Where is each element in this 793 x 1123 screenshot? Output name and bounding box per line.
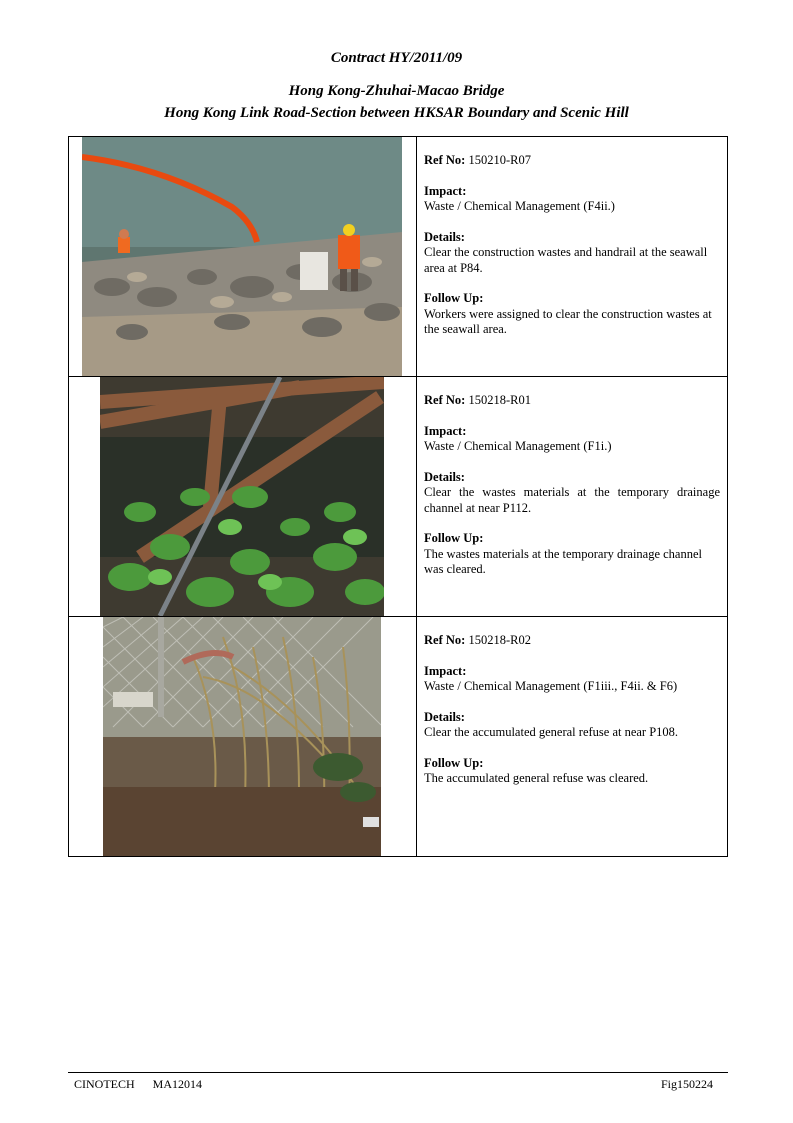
ref-no-field — [424, 633, 720, 649]
seawall-photo — [82, 137, 402, 376]
impact-field — [424, 424, 720, 455]
impact-field — [424, 184, 720, 215]
record-details — [417, 377, 728, 617]
footer-divider — [68, 1072, 728, 1073]
follow-up-value: The wastes materials at the temporary drainage channel was cleared. — [424, 546, 703, 576]
follow-up-field — [424, 756, 720, 787]
impact-field — [424, 664, 720, 695]
footer-company: CINOTECH — [74, 1077, 135, 1091]
follow-up-value: Workers were assigned to clear the construction wastes at the seawall area. — [424, 306, 712, 336]
photo-cell — [69, 377, 417, 617]
photo-cell — [69, 137, 417, 377]
follow-up-label: Follow Up: — [424, 755, 484, 770]
impact-label: Impact: — [424, 663, 467, 678]
follow-up-field — [424, 291, 720, 338]
ref-no-value: 150218-R01 — [468, 393, 531, 407]
ref-no-value: 150218-R02 — [468, 633, 531, 647]
records-table — [68, 136, 728, 857]
table-row — [69, 617, 728, 857]
photo-cell — [69, 617, 417, 857]
details-label: Details: — [424, 229, 465, 244]
footer-figure: Fig150224 — [660, 1077, 713, 1091]
document-header — [0, 50, 793, 122]
details-label: Details: — [424, 709, 465, 724]
footer-report: MA12014 — [152, 1077, 203, 1091]
record-details — [417, 137, 728, 377]
footer-left — [74, 1077, 202, 1092]
follow-up-field — [424, 531, 720, 578]
record-details — [417, 617, 728, 857]
contract-title: Contract HY/2011/09 — [330, 50, 463, 66]
details-value: Clear the construction wastes and handrail at the seawall area at P84. — [424, 245, 708, 275]
impact-value: Waste / Chemical Management (F1i.) — [424, 439, 612, 453]
ref-no-label: Ref No: — [424, 633, 466, 647]
ref-no-value: 150210-R07 — [468, 153, 531, 167]
impact-label: Impact: — [424, 423, 467, 438]
details-field — [424, 470, 720, 517]
details-field — [424, 230, 720, 277]
drainage-channel-photo — [100, 377, 384, 616]
ref-no-field — [424, 393, 720, 409]
table-row — [69, 377, 728, 617]
table-row — [69, 137, 728, 377]
impact-value: Waste / Chemical Management (F4ii.) — [424, 199, 615, 213]
ref-no-field — [424, 153, 720, 169]
details-value: Clear the wastes materials at the temporary drainage channel at near P112. — [424, 485, 720, 515]
follow-up-value: The accumulated general refuse was cleared. — [424, 771, 649, 785]
project-title: Hong Kong-Zhuhai-Macao Bridge — [288, 83, 505, 99]
details-label: Details: — [424, 469, 465, 484]
details-value: Clear the accumulated general refuse at near P108. — [424, 725, 679, 739]
details-field — [424, 710, 720, 741]
ref-no-label: Ref No: — [424, 393, 466, 407]
follow-up-label: Follow Up: — [424, 531, 484, 545]
impact-value: Waste / Chemical Management (F1iii., F4ii. & F6) — [424, 679, 678, 693]
ref-no-label: Ref No: — [424, 153, 466, 167]
impact-label: Impact: — [424, 183, 467, 198]
section-title: Hong Kong Link Road-Section between HKSAR Boundary and Scenic Hill — [164, 105, 629, 121]
follow-up-label: Follow Up: — [424, 291, 484, 305]
general-refuse-photo — [103, 617, 381, 856]
